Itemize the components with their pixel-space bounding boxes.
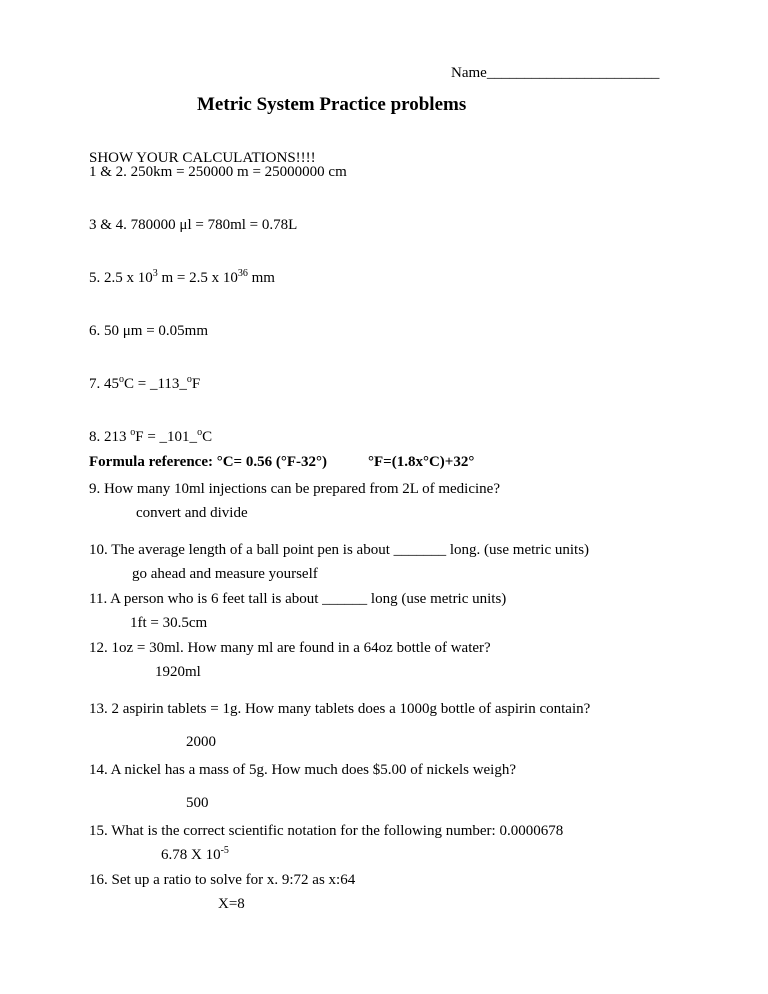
problem-3-4: 3 & 4. 780000 μl = 780ml = 0.78L: [89, 217, 298, 233]
question-14: 14. A nickel has a mass of 5g. How much does $5.00 of nickels weigh?: [89, 762, 517, 778]
name-blank: _______________________: [486, 65, 660, 81]
problem-7-part-a: 7. 45: [89, 376, 119, 392]
problem-7: [89, 375, 200, 393]
question-16: 16. Set up a ratio to solve for x. 9:72 as x:64: [89, 872, 356, 888]
problem-8-degree-1: o: [130, 427, 136, 438]
question-9: 9. How many 10ml injections can be prepared from 2L of medicine?: [89, 481, 500, 497]
answer-16: X=8: [218, 896, 245, 912]
problem-8: [89, 428, 212, 446]
problem-7-degree-2: o: [186, 374, 192, 385]
problem-7-part-b: C = _113_: [124, 376, 187, 392]
question-10: 10. The average length of a ball point pen is about _______ long. (use metric units): [89, 542, 590, 558]
question-11: 11. A person who is 6 feet tall is about ______ long (use metric units): [89, 591, 507, 607]
formula-reference: Formula reference: °C= 0.56 (°F-32°): [89, 454, 327, 470]
problem-1-2: 1 & 2. 250km = 250000 m = 25000000 cm: [89, 164, 347, 180]
problem-5-part-c: mm: [247, 270, 275, 286]
problem-8-part-c: C: [202, 429, 213, 445]
answer-15: [161, 846, 229, 864]
question-12: 12. 1oz = 30ml. How many ml are found in a 64oz bottle of water?: [89, 640, 491, 656]
name-line: [451, 64, 659, 82]
name-label: Name: [451, 65, 487, 81]
answer-10: go ahead and measure yourself: [132, 566, 318, 582]
problem-7-degree-1: o: [119, 374, 124, 385]
problem-8-part-a: 8. 213: [89, 429, 131, 445]
answer-15-exponent: -5: [220, 845, 229, 856]
problem-8-degree-2: o: [197, 427, 203, 438]
page-title: Metric System Practice problems: [197, 94, 467, 115]
question-15: 15. What is the correct scientific notation for the following number: 0.0000678: [89, 823, 564, 839]
problem-6: 6. 50 μm = 0.05mm: [89, 323, 209, 339]
answer-11: 1ft = 30.5cm: [130, 615, 208, 631]
answer-15-base: 6.78 X 10: [161, 847, 221, 863]
answer-14: 500: [186, 795, 209, 811]
answer-12: 1920ml: [155, 664, 201, 680]
problem-5-part-a: 5. 2.5 x 10: [89, 270, 153, 286]
problem-5-exp-1: 3: [152, 268, 158, 279]
problem-5-exp-2: 36: [237, 268, 248, 279]
problem-7-part-c: F: [191, 376, 201, 392]
instruction-text: SHOW YOUR CALCULATIONS!!!!: [89, 150, 316, 166]
answer-9: convert and divide: [136, 505, 248, 521]
formula-fahrenheit: °F=(1.8x°C)+32°: [368, 454, 475, 470]
answer-13: 2000: [186, 734, 216, 750]
problem-5-part-b: m = 2.5 x 10: [157, 270, 238, 286]
problem-5: [89, 269, 275, 287]
question-13: 13. 2 aspirin tablets = 1g. How many tablets does a 1000g bottle of aspirin contain?: [89, 701, 591, 717]
problem-8-part-b: F = _101_: [135, 429, 198, 445]
